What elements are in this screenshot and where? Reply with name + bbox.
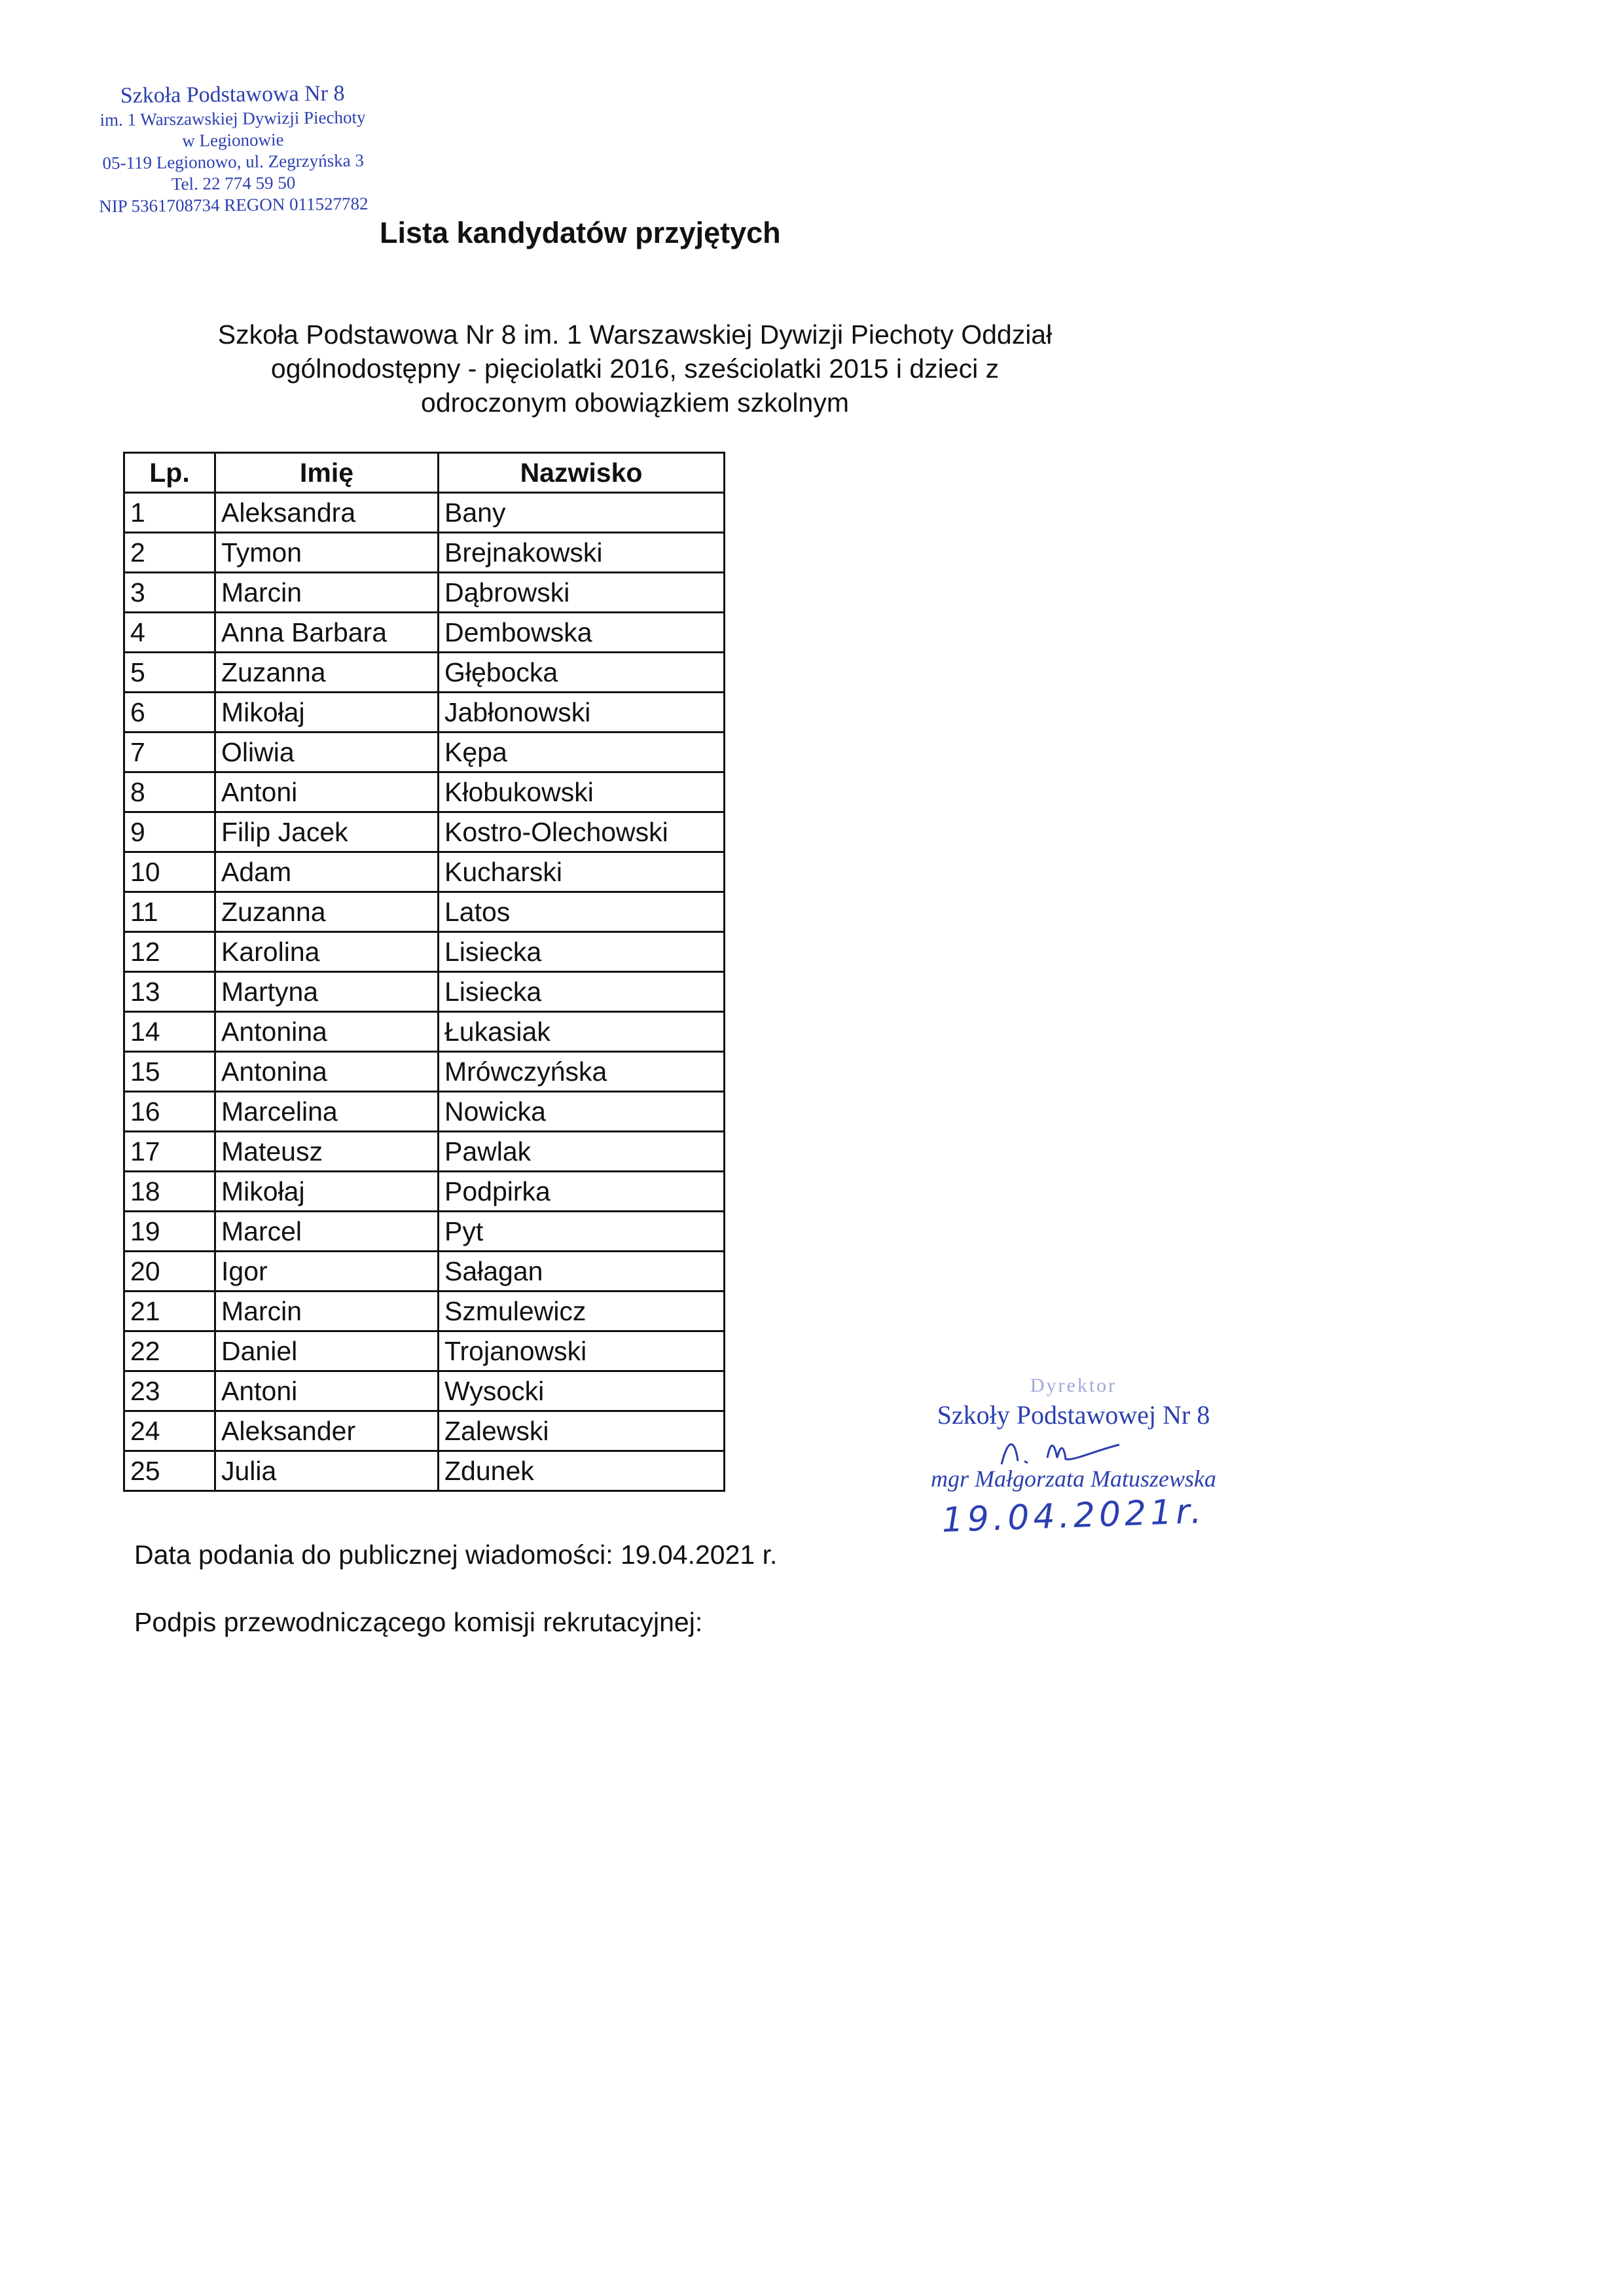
signature-label: Podpis przewodniczącego komisji rekrutacyjnej: [134, 1607, 703, 1637]
cell-first-name: Karolina [215, 932, 439, 972]
cell-number: 16 [124, 1092, 215, 1132]
cell-first-name: Antonina [215, 1012, 439, 1052]
cell-last-name: Nowicka [439, 1092, 725, 1132]
cell-number: 19 [124, 1212, 215, 1252]
cell-number: 1 [124, 493, 215, 533]
table-row [124, 1012, 725, 1052]
cell-last-name: Lisiecka [439, 932, 725, 972]
cell-last-name: Lisiecka [439, 972, 725, 1012]
table-row [124, 493, 725, 533]
cell-last-name: Jabłonowski [439, 693, 725, 732]
cell-first-name: Anna Barbara [215, 613, 439, 653]
cell-number: 14 [124, 1012, 215, 1052]
cell-first-name: Daniel [215, 1331, 439, 1371]
subtitle-line-3: odroczonym obowiązkiem szkolnym [421, 388, 849, 418]
cell-first-name: Marcel [215, 1212, 439, 1252]
stamp-patron: im. 1 Warszawskiej Dywizji Piechoty [99, 107, 366, 130]
school-header-stamp [49, 79, 417, 218]
cell-last-name: Dąbrowski [439, 573, 725, 613]
cell-number: 7 [124, 732, 215, 772]
cell-first-name: Adam [215, 852, 439, 892]
admitted-candidates-table [123, 452, 725, 1492]
cell-number: 2 [124, 533, 215, 573]
cell-number: 13 [124, 972, 215, 1012]
table-row [124, 1371, 725, 1411]
table-header-row [124, 453, 725, 493]
table-row [124, 1411, 725, 1451]
cell-last-name: Kępa [439, 732, 725, 772]
table-row [124, 1172, 725, 1212]
cell-number: 6 [124, 693, 215, 732]
cell-first-name: Igor [215, 1252, 439, 1292]
cell-first-name: Antoni [215, 772, 439, 812]
cell-last-name: Zalewski [439, 1411, 725, 1451]
cell-first-name: Julia [215, 1451, 439, 1491]
table-row [124, 772, 725, 812]
table-row [124, 573, 725, 613]
table-row [124, 653, 725, 693]
cell-first-name: Mikołaj [215, 693, 439, 732]
cell-last-name: Kłobukowski [439, 772, 725, 812]
cell-first-name: Oliwia [215, 732, 439, 772]
cell-number: 5 [124, 653, 215, 693]
cell-last-name: Kostro-Olechowski [439, 812, 725, 852]
stamp-school-name: Szkoła Podstawowa Nr 8 [120, 81, 345, 108]
stamp-director-name: mgr Małgorzata Matuszewska [930, 1466, 1216, 1492]
cell-first-name: Martyna [215, 972, 439, 1012]
cell-first-name: Mikołaj [215, 1172, 439, 1212]
stamp-director-title: Dyrektor [1030, 1375, 1117, 1396]
subtitle-line-2: ogólnodostępny - pięciolatki 2016, sześciolatki 2015 i dzieci z [270, 353, 1000, 384]
table-row [124, 1212, 725, 1252]
stamp-address: 05-119 Legionowo, ul. Zegrzyńska 3 [102, 151, 365, 173]
header-last-name: Nazwisko [439, 453, 725, 493]
cell-last-name: Podpirka [439, 1172, 725, 1212]
handwritten-date: 19.04.2021r. [941, 1491, 1206, 1541]
cell-number: 21 [124, 1292, 215, 1331]
cell-number: 10 [124, 852, 215, 892]
table-row [124, 972, 725, 1012]
cell-last-name: Kucharski [439, 852, 725, 892]
table-row [124, 1092, 725, 1132]
table-row [124, 1451, 725, 1491]
cell-number: 8 [124, 772, 215, 812]
cell-number: 9 [124, 812, 215, 852]
cell-first-name: Tymon [215, 533, 439, 573]
cell-number: 22 [124, 1331, 215, 1371]
table-row [124, 613, 725, 653]
cell-last-name: Wysocki [439, 1371, 725, 1411]
cell-last-name: Latos [439, 892, 725, 932]
table-row [124, 1292, 725, 1331]
cell-number: 15 [124, 1052, 215, 1092]
cell-number: 11 [124, 892, 215, 932]
cell-last-name: Zdunek [439, 1451, 725, 1491]
table-row [124, 1252, 725, 1292]
document-subtitle [124, 317, 1146, 420]
table-row [124, 892, 725, 932]
cell-number: 17 [124, 1132, 215, 1172]
cell-number: 18 [124, 1172, 215, 1212]
director-signature-stamp [903, 1375, 1244, 1541]
cell-number: 12 [124, 932, 215, 972]
table-row [124, 1331, 725, 1371]
cell-first-name: Aleksandra [215, 493, 439, 533]
stamp-tax-ids: NIP 5361708734 REGON 011527782 [99, 194, 369, 217]
subtitle-line-1: Szkoła Podstawowa Nr 8 im. 1 Warszawskiej Dywizji Piechoty Oddział [217, 319, 1053, 350]
cell-number: 25 [124, 1451, 215, 1491]
cell-last-name: Bany [439, 493, 725, 533]
document-title: Lista kandydatów przyjętych [380, 216, 781, 249]
cell-first-name: Marcin [215, 573, 439, 613]
cell-first-name: Marcelina [215, 1092, 439, 1132]
cell-first-name: Mateusz [215, 1132, 439, 1172]
cell-number: 4 [124, 613, 215, 653]
stamp-school: Szkoły Podstawowej Nr 8 [937, 1400, 1210, 1430]
cell-last-name: Brejnakowski [439, 533, 725, 573]
table-body [124, 493, 725, 1491]
stamp-city: w Legionowie [182, 130, 284, 151]
table-row [124, 1132, 725, 1172]
cell-first-name: Marcin [215, 1292, 439, 1331]
table-row [124, 1052, 725, 1092]
cell-last-name: Sałagan [439, 1252, 725, 1292]
cell-last-name: Trojanowski [439, 1331, 725, 1371]
cell-last-name: Pawlak [439, 1132, 725, 1172]
table-row [124, 732, 725, 772]
cell-number: 20 [124, 1252, 215, 1292]
cell-last-name: Pyt [439, 1212, 725, 1252]
cell-last-name: Szmulewicz [439, 1292, 725, 1331]
cell-first-name: Aleksander [215, 1411, 439, 1451]
header-number: Lp. [124, 453, 215, 493]
cell-number: 24 [124, 1411, 215, 1451]
cell-number: 23 [124, 1371, 215, 1411]
cell-last-name: Głębocka [439, 653, 725, 693]
cell-last-name: Mrówczyńska [439, 1052, 725, 1092]
table-row [124, 533, 725, 573]
cell-last-name: Łukasiak [439, 1012, 725, 1052]
table-row [124, 852, 725, 892]
publication-date: Data podania do publicznej wiadomości: 19.04.2021 r. [134, 1540, 778, 1570]
table-row [124, 812, 725, 852]
table-row [124, 693, 725, 732]
table-row [124, 932, 725, 972]
stamp-phone: Tel. 22 774 59 50 [171, 173, 296, 194]
cell-first-name: Antoni [215, 1371, 439, 1411]
header-first-name: Imię [215, 453, 439, 493]
cell-first-name: Zuzanna [215, 892, 439, 932]
cell-number: 3 [124, 573, 215, 613]
cell-first-name: Antonina [215, 1052, 439, 1092]
cell-last-name: Dembowska [439, 613, 725, 653]
cell-first-name: Zuzanna [215, 653, 439, 693]
cell-first-name: Filip Jacek [215, 812, 439, 852]
